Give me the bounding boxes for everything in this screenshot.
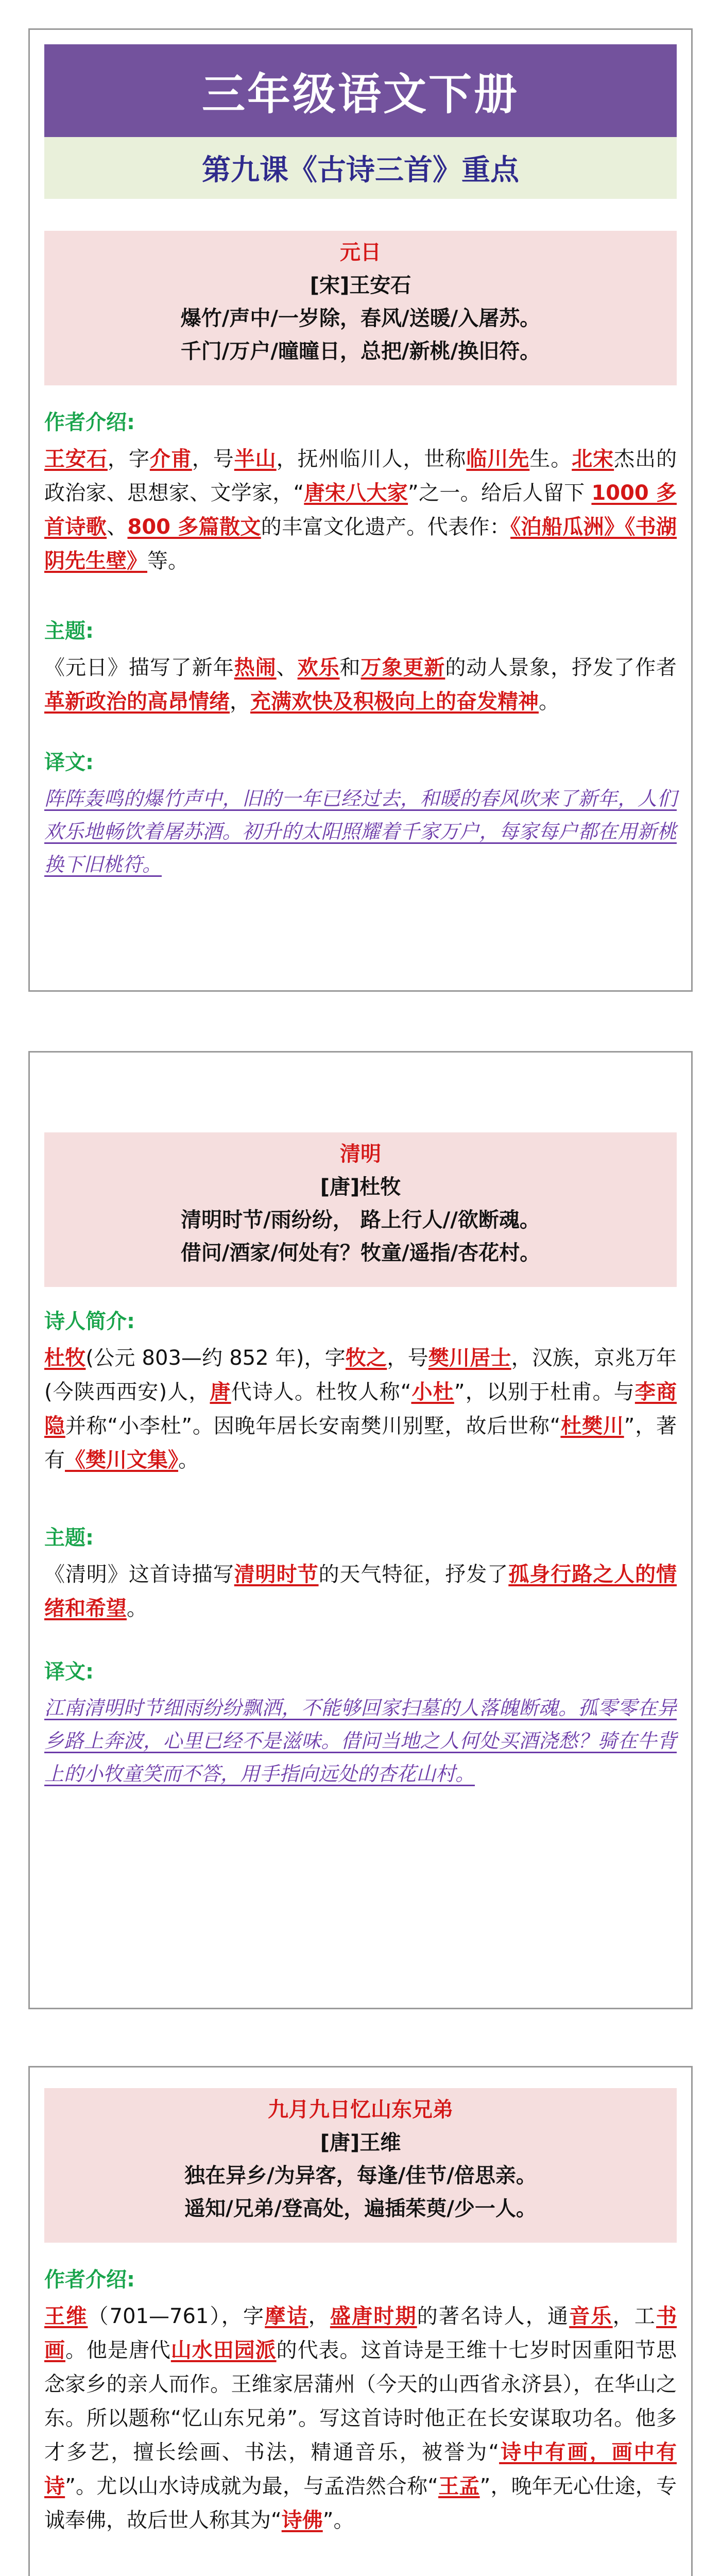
lesson-card (28, 28, 693, 992)
translation-label: 译文: (44, 751, 94, 774)
highlight-text: 热闹 (234, 656, 277, 680)
text-segment: 代诗人。杜牧人称“ (231, 1380, 411, 1404)
translation-text: 阵阵轰鸣的爆竹声中，旧的一年已经过去，和暖的春风吹来了新年，人们欢乐地畅饮着屠苏酒。初升的太阳照耀着千家万户，每家每户都在用新桃换下旧桃符。 (44, 787, 677, 876)
poem-line: 借问/酒家/何处有？牧童/遥指/杏花村。 (180, 1241, 541, 1265)
theme-text (44, 1557, 677, 1625)
lesson-card (28, 2066, 693, 2576)
highlight-text: 临川先 (466, 447, 530, 471)
theme-label: 主题: (44, 1526, 94, 1550)
highlight-text: 半山 (234, 447, 277, 471)
intro-label: 作者介绍: (44, 2268, 135, 2292)
text-segment: 生。 (529, 447, 572, 471)
text-segment: 的动人景象，抒发了作者 (445, 656, 677, 680)
poem-line: 遥知/兄弟/登高处，遍插茱萸/少一人。 (184, 2197, 537, 2221)
highlight-text: 王安石 (44, 447, 108, 471)
highlight-text: 王孟 (438, 2475, 480, 2498)
highlight-text: 1000 多首诗歌 (44, 481, 677, 539)
highlight-text: 书画 (44, 2304, 677, 2362)
highlight-text: 唐 (210, 1380, 231, 1404)
text-segment: ，号 (192, 447, 234, 471)
poem-author: [唐]王维 (320, 2131, 401, 2155)
highlight-text: 杜牧 (44, 1346, 86, 1370)
highlight-text: 欢乐 (297, 656, 340, 680)
poem-line: 爆竹/声中/一岁除，春风/送暖/入屠苏。 (180, 307, 541, 330)
intro-label: 诗人简介: (44, 1310, 135, 1333)
highlight-text: 唐宋八大家 (304, 481, 408, 505)
highlight-text: 《樊川文集》 (65, 1448, 178, 1472)
lesson-card (28, 1051, 693, 2009)
text-segment: 的著名诗人，通 (417, 2304, 570, 2328)
text-segment: ”。 (322, 2509, 354, 2532)
text-segment: 杰出的政治家、思想家、文学家，“ (44, 447, 677, 505)
page-subtitle: 第九课《古诗三首》重点 (44, 137, 677, 199)
text-segment: （701—761），字 (88, 2304, 265, 2328)
poem-line: 千门/万户/曈曈日，总把/新桃/换旧符。 (180, 340, 541, 363)
translation-label: 译文: (44, 1660, 94, 1684)
intro-text (44, 442, 677, 578)
highlight-text: 《泊船瓜洲》《书湖阴先生壁》 (44, 515, 677, 573)
theme-label: 主题: (44, 619, 94, 643)
highlight-text: 万象更新 (360, 656, 445, 680)
text-segment: 《清明》这首诗描写 (44, 1563, 234, 1586)
highlight-text: 王维 (44, 2304, 88, 2328)
text-segment: 。 (539, 690, 559, 714)
text-segment: ，抚州临川人，世称 (276, 447, 467, 471)
text-segment: 。他是唐代 (65, 2338, 171, 2362)
intro-text (44, 1341, 677, 1477)
text-segment: ”，著有 (44, 1414, 677, 1472)
poem-title: 清明 (340, 1142, 381, 1166)
intro-text (44, 2299, 677, 2537)
text-segment: 。 (127, 1597, 147, 1620)
poem-box (44, 2088, 677, 2243)
poem-line: 独在异乡/为异客，每逢/佳节/倍思亲。 (184, 2164, 537, 2188)
poem-box (44, 1132, 677, 1287)
text-segment: 、 (107, 515, 128, 539)
highlight-text: 盛唐时期 (330, 2304, 417, 2328)
text-segment: ，字 (107, 447, 150, 471)
poem-author: [宋]王安石 (310, 274, 411, 297)
intro-label: 作者介绍: (44, 411, 135, 434)
highlight-text: 李商隐 (44, 1380, 677, 1438)
highlight-text: 杜樊川 (560, 1414, 624, 1438)
text-segment: 。 (178, 1448, 199, 1472)
highlight-text: 山水田园派 (170, 2338, 277, 2362)
text-segment: (公元 803—约 852 年)，字 (85, 1346, 346, 1370)
theme-text (44, 651, 677, 719)
text-segment: 和 (339, 656, 361, 680)
poem-author: [唐]杜牧 (320, 1175, 401, 1199)
text-segment: 的天气特征，抒发了 (318, 1563, 509, 1586)
text-segment: 、 (276, 656, 298, 680)
text-segment: 并称“小李杜”。因晚年居长安南樊川别墅，故后世称“ (65, 1414, 561, 1438)
highlight-text: 充满欢快及积极向上的奋发精神 (250, 690, 539, 714)
poem-box (44, 231, 677, 385)
text-segment: ， (308, 2304, 330, 2328)
highlight-text: 摩诘 (265, 2304, 308, 2328)
poem-title: 元日 (340, 241, 381, 264)
highlight-text: 800 多篇散文 (127, 515, 261, 539)
text-segment: 《元日》描写了新年 (44, 656, 234, 680)
highlight-text: 诗中有画，画中有诗 (44, 2441, 677, 2498)
page-title: 三年级语文下册 (44, 44, 677, 137)
highlight-text: 小杜 (411, 1380, 454, 1404)
text-segment: ”。尤以山水诗成就为最，与孟浩然合称“ (65, 2475, 439, 2498)
text-segment: ， (230, 690, 250, 714)
text-segment: ”，晚年无心仕途，专诚奉佛，故后世人称其为“ (44, 2475, 677, 2532)
highlight-text: 音乐 (569, 2304, 613, 2328)
text-segment: ，号 (387, 1346, 428, 1370)
text-segment: ，汉族，京兆万年(今陕西西安)人， (44, 1346, 677, 1404)
poem-line: 清明时节/雨纷纷， 路上行人//欲断魂。 (181, 1208, 540, 1232)
highlight-text: 牧之 (345, 1346, 387, 1370)
highlight-text: 北宋 (572, 447, 614, 471)
text-segment: ”，以别于杜甫。与 (454, 1380, 635, 1404)
highlight-text: 诗佛 (281, 2509, 323, 2532)
text-segment: ，工 (612, 2304, 657, 2328)
highlight-text: 清明时节 (234, 1563, 319, 1586)
highlight-text: 介甫 (149, 447, 192, 471)
text-segment: ”之一。给后人留下 (408, 481, 592, 505)
translation-text: 江南清明时节细雨纷纷飘洒，不能够回家扫墓的人落魄断魂。孤零零在异乡路上奔波，心里已经不是滋味。借问当地之人何处买酒浇愁？骑在牛背上的小牧童笑而不答，用手指向远处的杏花山村。 (44, 1697, 677, 1785)
text-segment: 的代表。这首诗是王维十七岁时因重阳节思念家乡的亲人而作。王维家居蒲州（今天的山西省永济县），在华山之东。所以题称“忆山东兄弟”。写这首诗时他正在长安谋取功名。他多才多艺，擅长绘画、书法，精通音乐，被誉为“ (44, 2338, 677, 2464)
highlight-text: 樊川居士 (428, 1346, 511, 1370)
poem-title: 九月九日忆山东兄弟 (268, 2098, 453, 2122)
text-segment: 的丰富文化遗产。代表作： (261, 515, 511, 539)
highlight-text: 革新政治的高昂情绪 (44, 690, 230, 714)
text-segment: 等。 (147, 549, 188, 573)
highlight-text: 孤身行路之人的情绪和希望 (44, 1563, 677, 1620)
